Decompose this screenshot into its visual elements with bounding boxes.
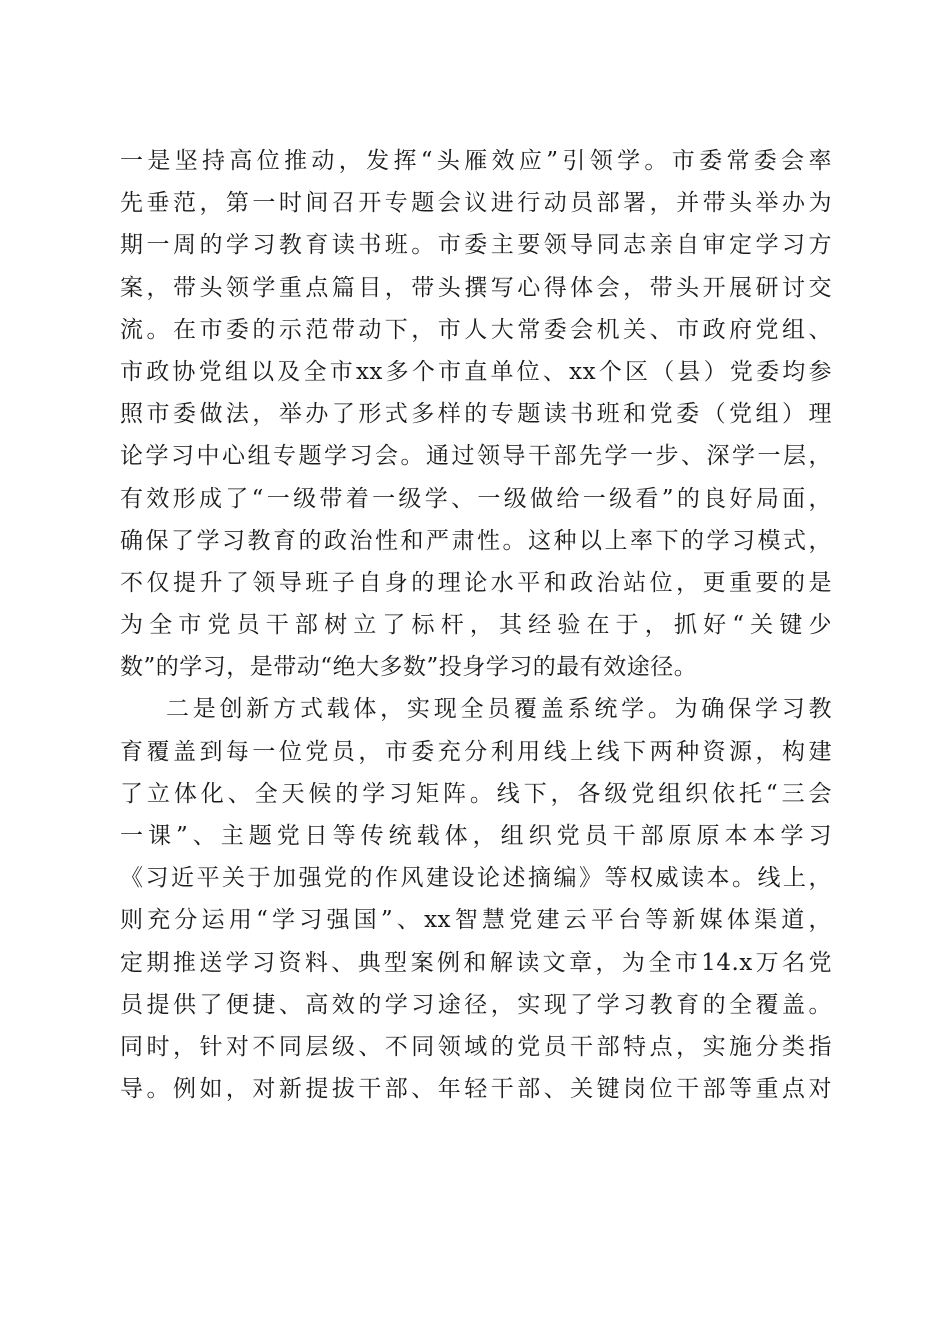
text-line: 《习近平关于加强党的作风建设论述摘编》等权威读本。线上， <box>120 865 832 892</box>
text-line: 数”的学习，是带动“绝大多数”投身学习的最有效途径。 <box>120 654 698 681</box>
text-line: 期一周的学习教育读书班。市委主要领导同志亲自审定学习方 <box>120 232 832 259</box>
paragraph-1 <box>120 140 832 688</box>
text-line: 为全市党员干部树立了标杆，其经验在于，抓好“关键少 <box>120 612 832 639</box>
paragraph-2 <box>120 688 832 1110</box>
text-line: 一课”、主题党日等传统载体，组织党员干部原原本本学习 <box>120 823 832 849</box>
text-line: 二是创新方式载体，实现全员覆盖系统学。为确保学习教 <box>166 696 832 723</box>
text-line: 有效形成了“一级带着一级学、一级做给一级看”的良好局面， <box>120 485 832 512</box>
text-line: 确保了学习教育的政治性和严肃性。这种以上率下的学习模式， <box>120 527 832 554</box>
text-line: 员提供了便捷、高效的学习途径，实现了学习教育的全覆盖。 <box>120 991 832 1018</box>
text-line: 不仅提升了领导班子自身的理论水平和政治站位，更重要的是 <box>120 569 832 596</box>
text-line: 市政协党组以及全市xx多个市直单位、xx个区（县）党委均参 <box>120 358 832 385</box>
text-line: 了立体化、全天候的学习矩阵。线下，各级党组织依托“三会 <box>120 780 832 807</box>
text-line: 论学习中心组专题学习会。通过领导干部先学一步、深学一层， <box>120 443 832 470</box>
text-line: 定期推送学习资料、典型案例和解读文章，为全市14.x万名党 <box>120 949 832 976</box>
text-line: 则充分运用“学习强国”、xx智慧党建云平台等新媒体渠道， <box>120 907 832 934</box>
text-line: 案，带头领学重点篇目，带头撰写心得体会，带头开展研讨交 <box>120 274 832 301</box>
text-line: 先垂范，第一时间召开专题会议进行动员部署，并带头举办为 <box>120 190 832 217</box>
text-line: 导。例如，对新提拔干部、年轻干部、关键岗位干部等重点对 <box>120 1076 832 1103</box>
text-line: 照市委做法，举办了形式多样的专题读书班和党委（党组）理 <box>120 401 832 428</box>
text-line: 同时，针对不同层级、不同领域的党员干部特点，实施分类指 <box>120 1033 832 1060</box>
text-line: 一是坚持高位推动，发挥“头雁效应”引领学。市委常委会率 <box>120 148 832 174</box>
text-line: 育覆盖到每一位党员，市委充分利用线上线下两种资源，构建 <box>120 738 832 765</box>
text-line: 流。在市委的示范带动下，市人大常委会机关、市政府党组、 <box>120 316 832 343</box>
document-body <box>120 140 832 1110</box>
